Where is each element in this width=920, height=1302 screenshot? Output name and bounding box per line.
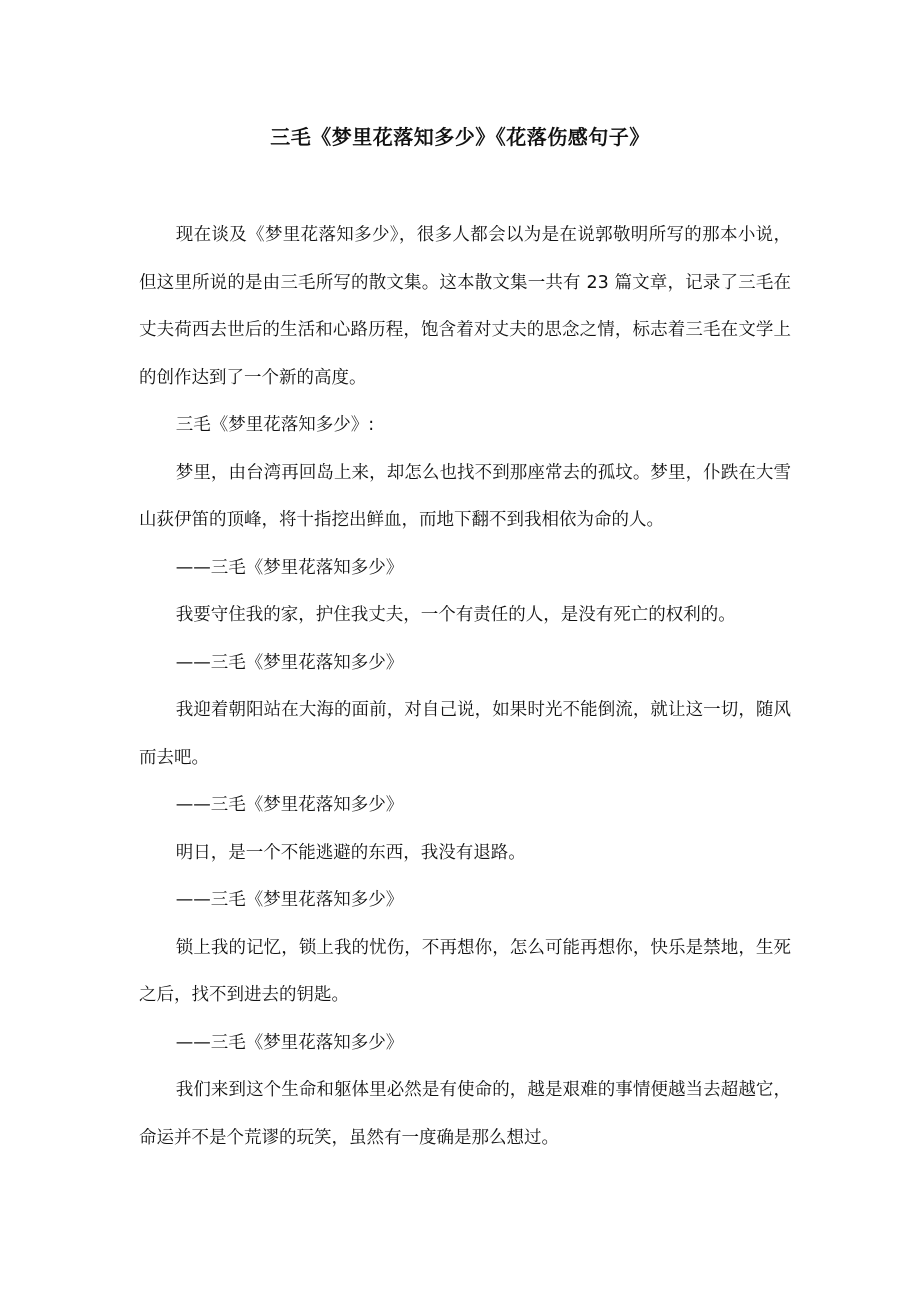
paragraph-attribution: ——三毛《梦里花落知多少》 (175, 890, 404, 910)
paragraph-intro: 现在谈及《梦里花落知多少》，很多人都会以为是在说郭敬明所写的那本小说，但这里所说的是由三毛所写的散文集。这本散文集一共有 23 篇文章，记录了三毛在丈夫荷西去世后的生活和心路历程，饱含着对丈夫的思念之情，标志着三毛在文学上的创作达到了一个新的高度。 (139, 225, 791, 388)
paragraph-quote: 我要守住我的家，护住我丈夫，一个有责任的人，是没有死亡的权利的。 (175, 605, 736, 625)
paragraph-quote: 梦里，由台湾再回岛上来，却怎么也找不到那座常去的孤坟。梦里，仆跌在大雪山荻伊笛的顶峰，将十指挖出鲜血，而地下翻不到我相依为命的人。 (139, 462, 791, 530)
paragraph-attribution: ——三毛《梦里花落知多少》 (175, 652, 404, 673)
paragraph-attribution: ——三毛《梦里花落知多少》 (175, 557, 404, 578)
paragraph-quote: 我迎着朝阳站在大海的面前，对自己说，如果时光不能倒流，就让这一切，随风而去吧。 (139, 700, 791, 768)
paragraph-attribution: ——三毛《梦里花落知多少》 (175, 1032, 404, 1053)
paragraph-quote: 明日，是一个不能逃避的东西，我没有退路。 (175, 842, 526, 863)
paragraph-quote: 我们来到这个生命和躯体里必然是有使命的，越是艰难的事情便越当去超越它，命运并不是个荒谬的玩笑，虽然有一度确是那么想过。 (139, 1080, 791, 1148)
document-title: 三毛《梦里花落知多少》《花落伤感句子》 (270, 125, 650, 149)
paragraph-attribution: ——三毛《梦里花落知多少》 (175, 795, 404, 815)
document-body (139, 212, 791, 1162)
paragraph-quote: 锁上我的记忆，锁上我的忧伤，不再想你，怎么可能再想你，快乐是禁地，生死之后，找不到进去的钥匙。 (139, 937, 791, 1005)
paragraph-quote-heading: 三毛《梦里花落知多少》: (175, 415, 375, 435)
